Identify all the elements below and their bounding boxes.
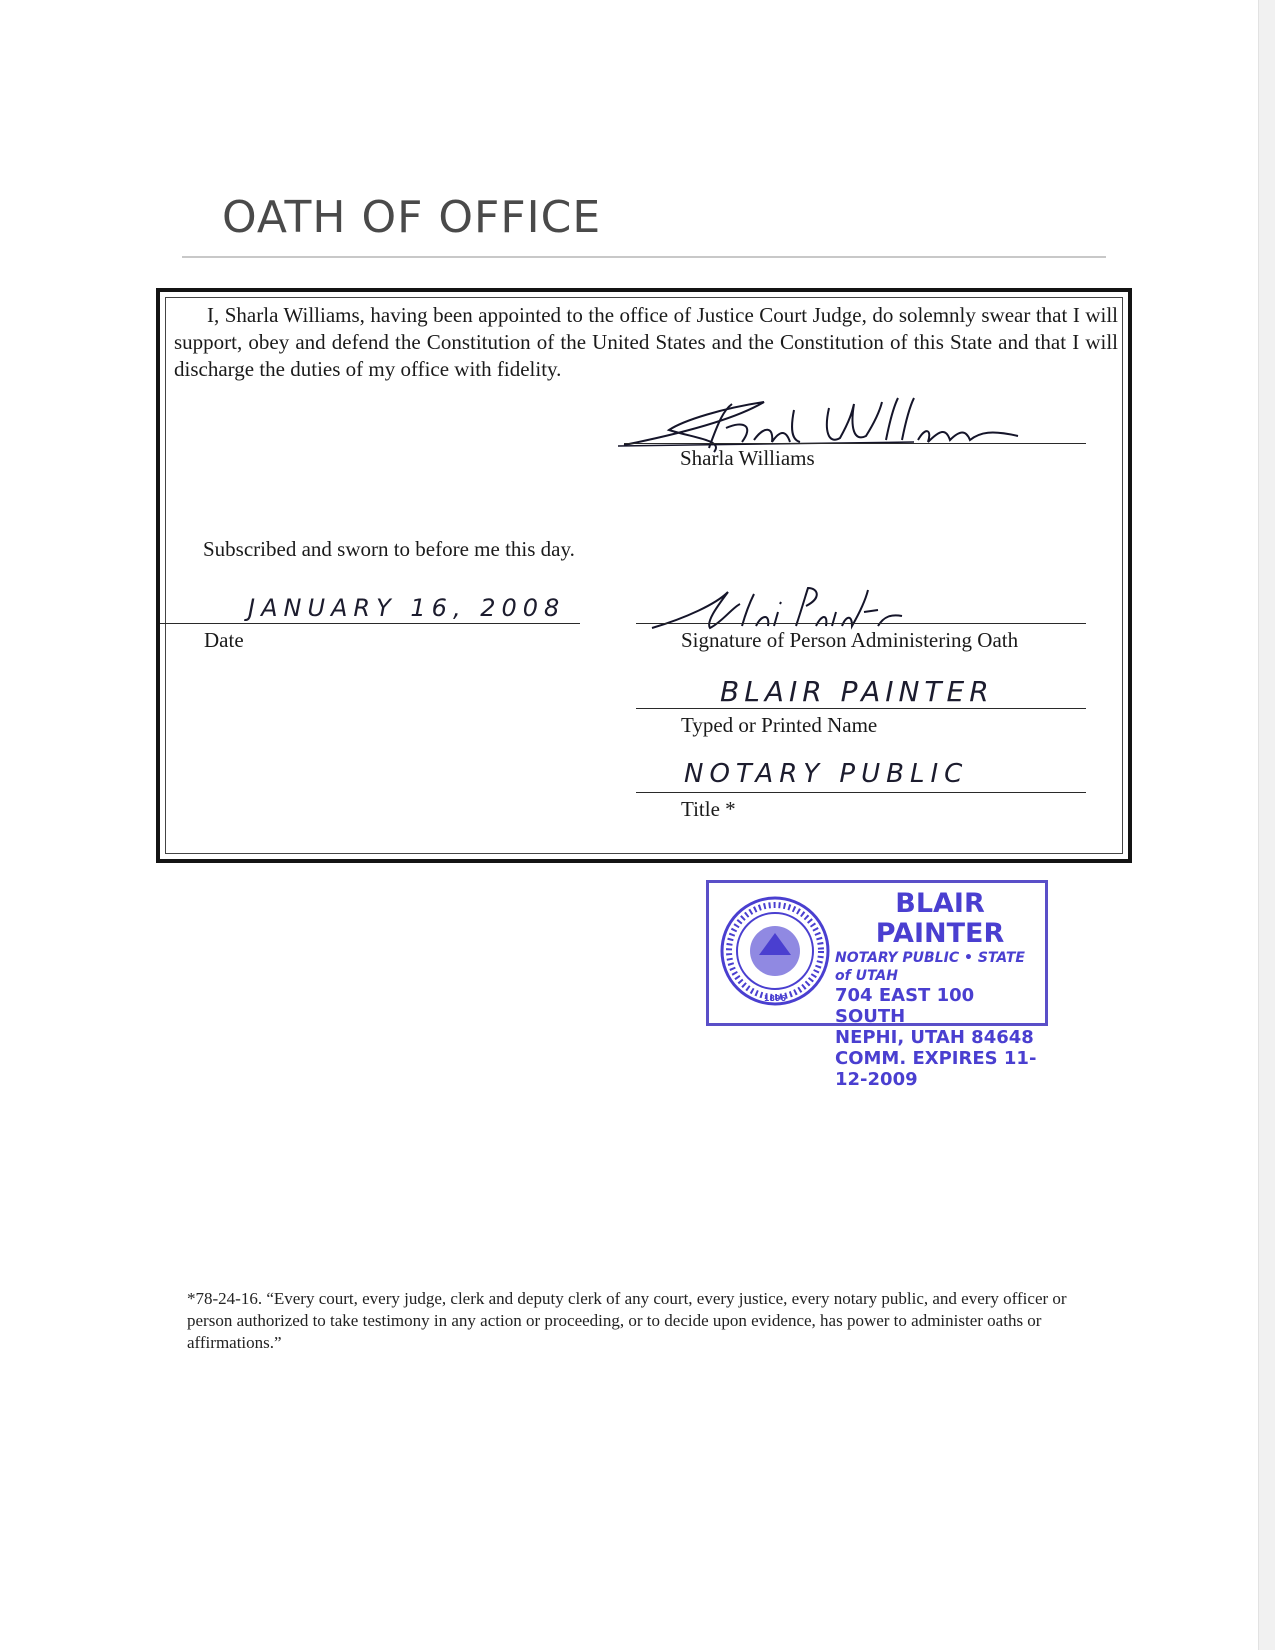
oath-text: I, Sharla Williams, having been appointed to the office of Justice Court Judge, do solemnly swear that I will support, obey and defend the Constitution of the United States and the Constitution of this State and that I will discharge the duties of my office with fidelity. — [174, 303, 1118, 381]
stamp-line-1: NOTARY PUBLIC • STATE of UTAH — [835, 950, 1025, 984]
administrator-signature-label: Signature of Person Administering Oath — [681, 628, 1019, 652]
administrator-signature-line — [636, 623, 1086, 624]
scan-page-edge — [1258, 0, 1275, 1650]
seal-year: 1896 — [763, 994, 787, 1003]
affiant-signature — [614, 390, 1034, 460]
stamp-text-block — [835, 889, 1045, 1090]
document-title: OATH OF OFFICE — [222, 192, 602, 243]
notary-stamp — [706, 880, 1048, 1090]
statute-footnote: *78-24-16. “Every court, every judge, clerk and deputy clerk of any court, every justice, every notary public, and every officer or person authorized to take testimony in any action or proceeding, or to decide upon evidence, has power to administer oaths or affirmations.” — [187, 1289, 1067, 1352]
title-label: Title * — [681, 797, 736, 821]
printed-name-line — [636, 708, 1086, 709]
printed-name-label: Typed or Printed Name — [681, 713, 878, 737]
printed-name-handwritten: BLAIR PAINTER — [720, 675, 994, 708]
date-line — [160, 623, 580, 624]
affiant-signature-line — [624, 443, 1086, 444]
state-seal — [719, 895, 831, 1007]
sworn-statement: Subscribed and sworn to before me this day. — [203, 537, 575, 561]
stamp-line-2: 704 EAST 100 SOUTH — [835, 985, 975, 1027]
oath-form-frame — [156, 288, 1132, 863]
date-handwritten: JANUARY 16, 2008 — [248, 594, 566, 622]
stamp-name: BLAIR PAINTER — [875, 888, 1005, 949]
title-divider — [182, 256, 1106, 258]
title-line — [636, 792, 1086, 793]
date-label: Date — [204, 628, 244, 652]
stamp-line-4: COMM. EXPIRES 11-12-2009 — [835, 1048, 1037, 1090]
stamp-line-3: NEPHI, UTAH 84648 — [835, 1027, 1034, 1048]
affiant-name: Sharla Williams — [680, 446, 815, 470]
title-handwritten: NOTARY PUBLIC — [684, 759, 969, 789]
